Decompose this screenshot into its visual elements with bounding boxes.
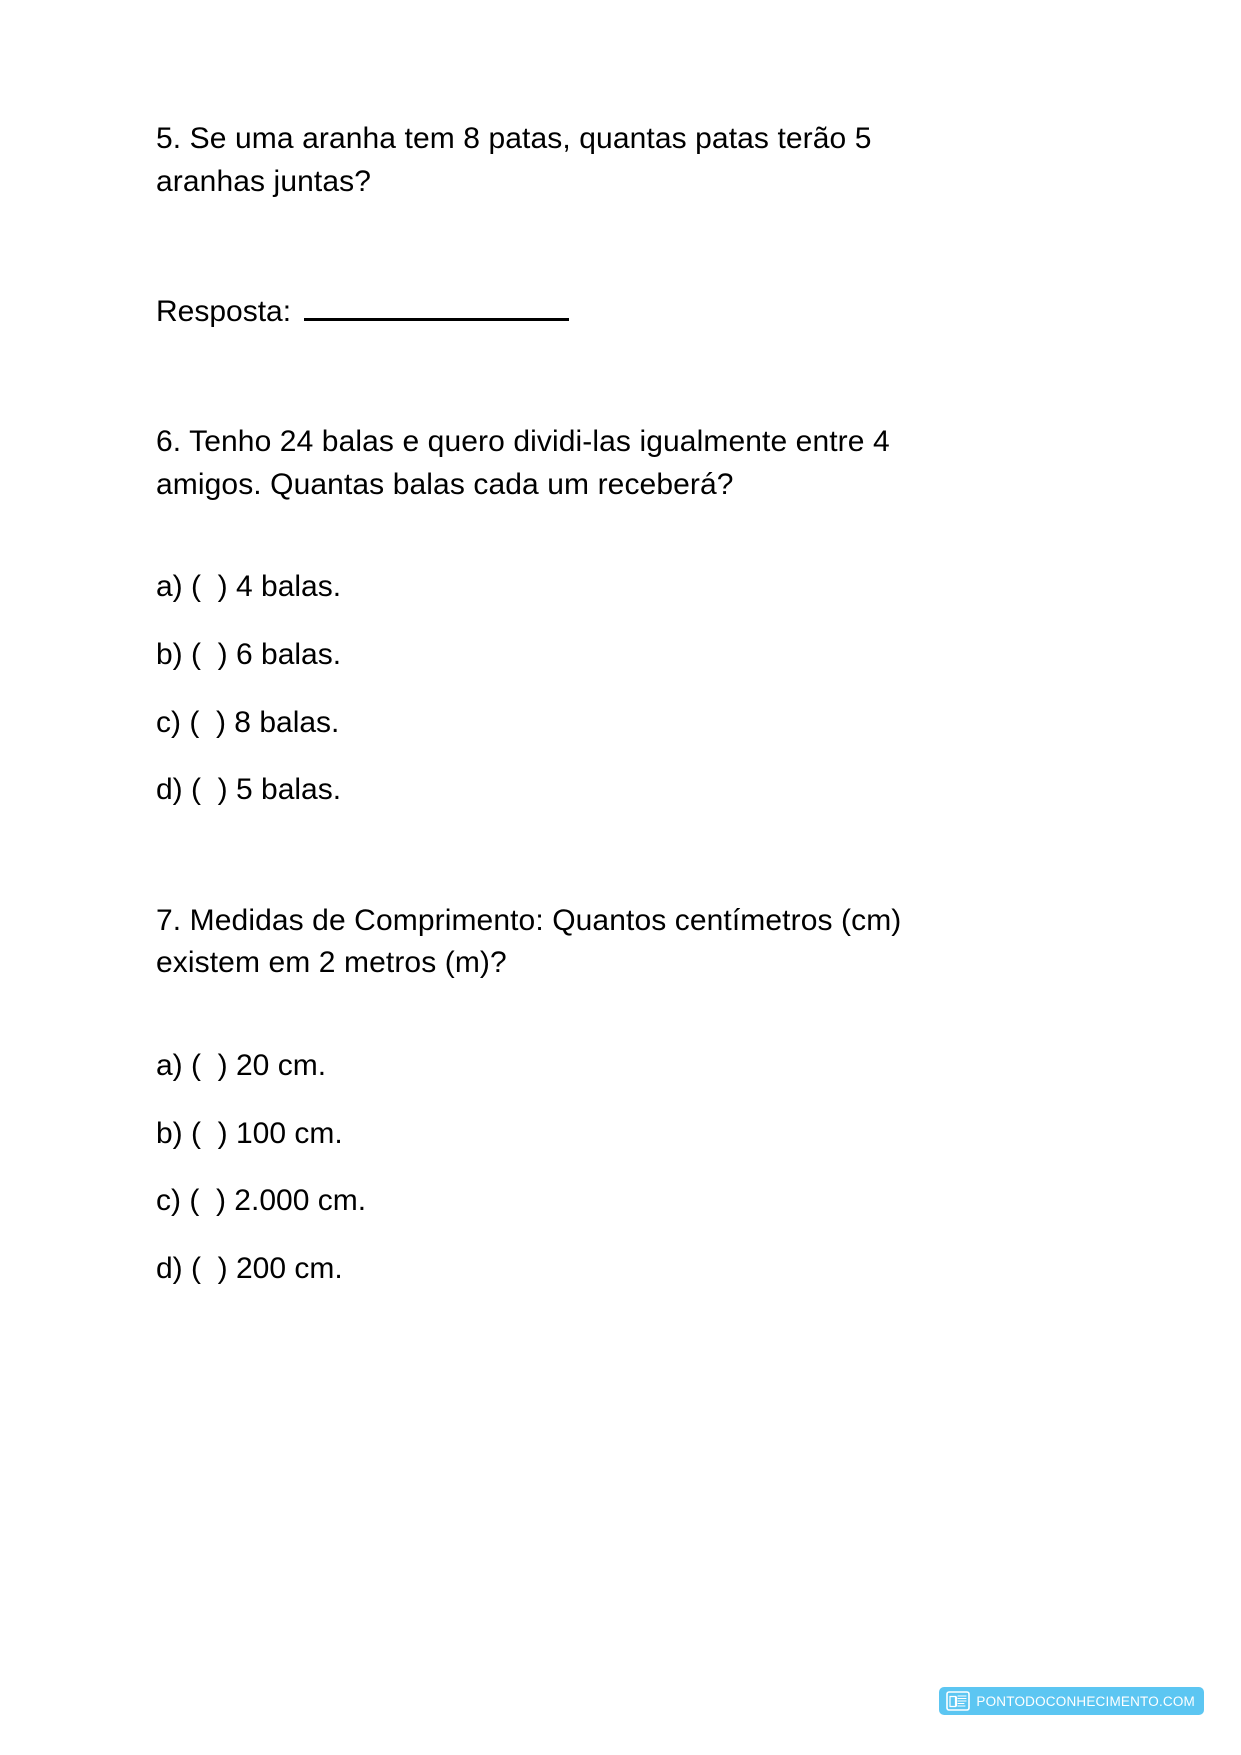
question-5-answer-line [156,289,946,333]
question-7 [156,900,946,1291]
option-item[interactable]: d) ( ) 5 balas. [156,773,342,807]
spacer [156,333,946,421]
question-5-answer-label: Resposta: [156,294,292,328]
option-item[interactable]: c) ( ) 2.000 cm. [156,1184,367,1218]
spacer [156,812,946,900]
question-5-text: 5. Se uma aranha tem 8 patas, quantas patas terão 5 aranhas juntas? [156,122,872,198]
worksheet-content [156,118,946,1290]
option-item[interactable]: b) ( ) 100 cm. [156,1116,343,1150]
option-item[interactable]: b) ( ) 6 balas. [156,638,342,672]
question-6-text: 6. Tenho 24 balas e quero dividi-las igualmente entre 4 amigos. Quantas balas cada um receberá? [156,425,890,501]
question-5-answer-blank[interactable] [304,289,569,321]
option-item[interactable]: a) ( ) 4 balas. [156,570,342,604]
option-item[interactable]: c) ( ) 8 balas. [156,705,340,739]
site-watermark[interactable] [939,1687,1204,1715]
option-item[interactable]: d) ( ) 200 cm. [156,1251,343,1285]
option-item[interactable]: a) ( ) 20 cm. [156,1049,327,1083]
spacer [156,985,946,1045]
site-watermark-text: PONTODOCONHECIMENTO.COM [976,1693,1195,1709]
question-5 [156,118,946,333]
question-6 [156,421,946,812]
question-7-text: 7. Medidas de Comprimento: Quantos centímetros (cm) existem em 2 metros (m)? [156,903,902,980]
question-6-options [156,566,946,811]
spacer [156,506,946,566]
spacer [156,203,946,289]
question-7-options [156,1045,946,1290]
book-reader-icon [946,1691,970,1711]
